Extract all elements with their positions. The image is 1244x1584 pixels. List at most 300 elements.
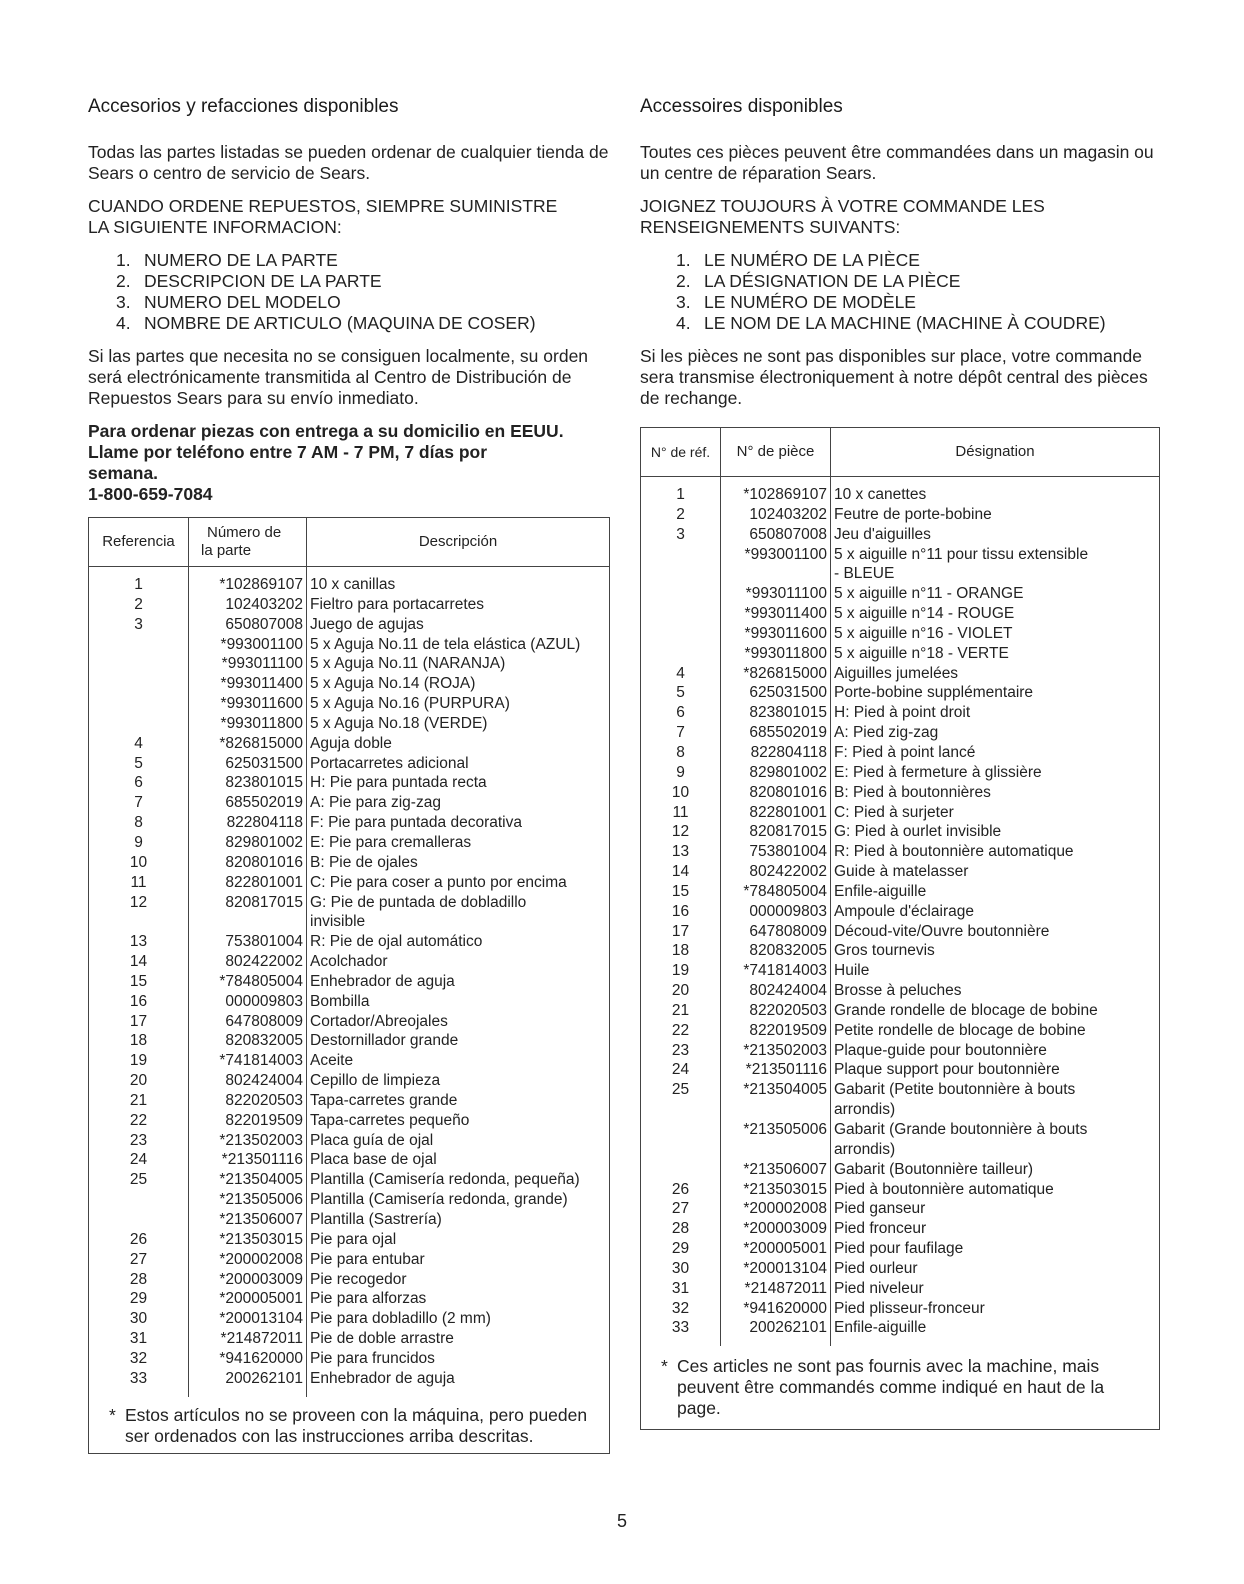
part-number-cell <box>721 783 831 803</box>
table-row <box>641 1219 1160 1239</box>
spanish-intro: Todas las partes listadas se pueden ordenar de cualquier tienda de Sears o centro de servicio de Sears. <box>88 142 609 183</box>
part-number-cell <box>189 1210 307 1230</box>
description-text: C: Pie para coser a punto por encima <box>310 873 567 891</box>
ref-cell <box>641 505 721 525</box>
table-row <box>89 1091 610 1111</box>
part-number-text: 650807008 <box>749 525 827 543</box>
part-number-text: 829801002 <box>749 763 827 781</box>
part-number-text: *213505006 <box>219 1191 303 1209</box>
list-item-text: NOMBRE DE ARTICULO (MAQUINA DE COSER) <box>144 313 536 333</box>
description-cell <box>831 1120 1160 1140</box>
ref-cell <box>641 624 721 644</box>
ref-text: 8 <box>134 814 143 832</box>
description-cell <box>307 1091 610 1111</box>
description-cell <box>831 1259 1160 1279</box>
description-cell <box>307 992 610 1012</box>
part-number-cell <box>721 477 831 505</box>
part-number-cell <box>721 763 831 783</box>
ref-cell <box>641 961 721 981</box>
description-cell <box>831 1199 1160 1219</box>
ref-cell <box>641 1239 721 1259</box>
ref-cell <box>641 1160 721 1180</box>
french-parts-table <box>640 427 1160 1346</box>
table-row <box>641 763 1160 783</box>
description-text: E: Pied à fermeture à glissière <box>834 763 1042 781</box>
ref-text: 6 <box>134 774 143 792</box>
description-cell <box>831 1279 1160 1299</box>
ref-cell <box>89 992 189 1012</box>
description-text: 10 x canettes <box>834 486 927 503</box>
french-info-list <box>640 250 1160 334</box>
part-number-text: 820801016 <box>225 853 303 871</box>
description-text: 5 x Aguja No.11 (NARANJA) <box>310 655 506 673</box>
description-text: Pied fronceur <box>834 1220 927 1238</box>
part-number-text: 650807008 <box>225 615 303 633</box>
part-number-cell <box>721 545 831 565</box>
ref-cell <box>89 813 189 833</box>
ref-cell <box>89 1170 189 1190</box>
phone-number: 1-800-659-7084 <box>88 484 213 504</box>
ref-text: 26 <box>671 1180 690 1198</box>
ref-cell <box>641 941 721 961</box>
spanish-title: Accesorios y refacciones disponibles <box>88 96 399 117</box>
part-number-text: *200003009 <box>219 1270 303 1288</box>
spanish-caps-line-1: CUANDO ORDENE REPUESTOS, SIEMPRE SUMINISTRE <box>88 196 558 216</box>
part-number-text: 200262101 <box>749 1319 827 1337</box>
ref-cell <box>641 664 721 684</box>
part-number-cell <box>189 734 307 754</box>
ref-cell <box>89 932 189 952</box>
description-text: 5 x Aguja No.11 de tela elástica (AZUL) <box>310 635 581 653</box>
table-row <box>89 773 610 793</box>
table-row <box>641 1180 1160 1200</box>
table-row <box>641 1120 1160 1140</box>
table-row <box>89 1051 610 1071</box>
list-item <box>116 313 610 334</box>
ref-cell <box>89 1012 189 1032</box>
ref-text: 29 <box>129 1290 148 1308</box>
part-number-cell <box>721 1160 831 1180</box>
ref-text: 8 <box>676 743 685 761</box>
ref-cell <box>89 714 189 734</box>
table-row <box>89 1309 610 1329</box>
description-cell <box>307 1230 610 1250</box>
description-cell <box>831 1041 1160 1061</box>
part-number-cell <box>189 1230 307 1250</box>
ref-cell <box>641 1199 721 1219</box>
table-row <box>89 793 610 813</box>
ref-text: 24 <box>671 1061 690 1079</box>
part-number-text: *826815000 <box>219 734 303 752</box>
description-text: Pie para ojal <box>310 1230 397 1248</box>
table-row <box>641 961 1160 981</box>
part-number-text: 685502019 <box>225 794 303 812</box>
description-cell <box>831 545 1160 565</box>
ref-text: 17 <box>129 1012 148 1030</box>
ref-cell <box>641 545 721 565</box>
part-number-text: 823801015 <box>749 704 827 722</box>
page-number: 5 <box>616 1511 627 1531</box>
part-number-cell <box>721 1259 831 1279</box>
table-row <box>89 567 610 595</box>
description-cell <box>307 1012 610 1032</box>
description-cell <box>831 683 1160 703</box>
table-row <box>89 873 610 893</box>
part-number-cell <box>189 813 307 833</box>
part-number-cell <box>189 1091 307 1111</box>
part-number-text: *941620000 <box>219 1349 303 1367</box>
table-row <box>641 1140 1160 1160</box>
ref-text: 21 <box>129 1091 148 1109</box>
part-number-text: *213501116 <box>745 1061 827 1079</box>
description-text: Plaque support pour boutonnière <box>834 1061 1060 1079</box>
description-text: Découd-vite/Ouvre boutonnière <box>834 922 1050 940</box>
part-number-cell <box>189 595 307 615</box>
description-text: Pied pour faufilage <box>834 1240 964 1258</box>
description-cell <box>831 624 1160 644</box>
table-row <box>641 803 1160 823</box>
part-number-cell <box>721 664 831 684</box>
ref-cell <box>641 1100 721 1120</box>
part-number-text: 822801001 <box>749 803 827 821</box>
description-text: Plaque-guide pour boutonnière <box>834 1041 1047 1059</box>
table-row <box>89 1369 610 1397</box>
ref-cell <box>641 763 721 783</box>
description-cell <box>831 882 1160 902</box>
description-cell <box>307 1150 610 1170</box>
part-number-cell <box>189 1250 307 1270</box>
ref-text: 4 <box>676 664 685 682</box>
description-cell <box>831 822 1160 842</box>
spanish-local-notice: Si las partes que necesita no se consiguen localmente, su orden será electrónicamente transmitida al Centro de Distribución de Repuestos Sears para su envío inmediato. <box>88 346 589 408</box>
description-text: Plantilla (Camisería redonda, pequeña) <box>310 1171 580 1189</box>
description-cell <box>831 703 1160 723</box>
description-cell <box>831 1080 1160 1100</box>
description-text: Juego de agujas <box>310 615 424 633</box>
list-item-number: 3. <box>676 292 691 312</box>
description-cell <box>831 584 1160 604</box>
description-cell <box>831 902 1160 922</box>
description-text: Enfile-aiguille <box>834 882 927 900</box>
description-cell <box>307 1250 610 1270</box>
part-number-text: 802422002 <box>225 953 303 971</box>
description-text: Acolchador <box>310 953 388 971</box>
table-row <box>89 972 610 992</box>
part-number-text: 200262101 <box>225 1369 303 1387</box>
part-number-cell <box>721 723 831 743</box>
ref-cell <box>641 1060 721 1080</box>
french-intro: Toutes ces pièces peuvent être commandées dans un magasin ou un centre de réparation Sears. <box>640 142 1154 183</box>
list-item <box>676 292 1160 313</box>
table-row <box>89 1170 610 1190</box>
part-number-text: *213504005 <box>743 1081 827 1099</box>
part-number-text: 822020503 <box>225 1091 303 1109</box>
ref-cell <box>641 1041 721 1061</box>
description-cell <box>307 1131 610 1151</box>
part-number-text: *993011800 <box>220 714 303 732</box>
description-cell <box>307 595 610 615</box>
part-number-text: *993001100 <box>744 545 827 563</box>
table-row <box>641 1279 1160 1299</box>
part-number-cell <box>189 615 307 635</box>
ref-text: 32 <box>129 1349 148 1367</box>
description-cell <box>831 1219 1160 1239</box>
description-text: H: Pied à point droit <box>834 704 971 722</box>
part-number-text: 822804118 <box>750 743 827 761</box>
ref-cell <box>89 1369 189 1397</box>
ref-text: 19 <box>671 962 690 980</box>
table-row <box>641 783 1160 803</box>
spanish-footnote-text: Estos artículos no se proveen con la máquina, pero pueden ser ordenados con las instrucciones arriba descritas. <box>125 1404 588 1446</box>
ref-text: 11 <box>130 873 147 891</box>
part-number-text: *213503015 <box>219 1230 303 1248</box>
ref-cell <box>89 1329 189 1349</box>
part-number-text: *741814003 <box>219 1052 303 1070</box>
description-text: Aiguilles jumelées <box>834 664 959 682</box>
part-number-cell <box>721 604 831 624</box>
description-text: B: Pied à boutonnières <box>834 783 991 801</box>
part-number-text: *213501116 <box>221 1151 303 1169</box>
list-item <box>116 271 610 292</box>
description-text: Enhebrador de aguja <box>310 1369 455 1387</box>
list-item-text: LE NUMÉRO DE LA PIÈCE <box>704 250 920 270</box>
ref-text: 30 <box>129 1310 148 1328</box>
table-row <box>89 615 610 635</box>
ref-cell <box>641 644 721 664</box>
header-descripcion: Descripción <box>307 518 610 567</box>
table-row <box>89 1270 610 1290</box>
ref-text: 31 <box>129 1330 148 1348</box>
table-row <box>641 525 1160 545</box>
table-row <box>641 505 1160 525</box>
part-number-text: *993011600 <box>220 695 303 713</box>
ref-cell <box>641 564 721 584</box>
description-cell <box>831 477 1160 505</box>
french-footnote-text: Ces articles ne sont pas fournis avec la machine, mais peuvent être commandés comme indiqué en haut de la page. <box>677 1356 1105 1419</box>
description-cell <box>307 694 610 714</box>
table-row <box>89 853 610 873</box>
table-row <box>641 564 1160 584</box>
ref-cell <box>641 1299 721 1319</box>
list-item <box>116 292 610 313</box>
part-number-cell <box>189 1369 307 1397</box>
description-cell <box>831 743 1160 763</box>
ref-text: 1 <box>676 486 685 503</box>
part-number-text: *200003009 <box>743 1220 827 1238</box>
table-row <box>89 694 610 714</box>
table-row <box>89 1289 610 1309</box>
ref-cell <box>89 567 189 595</box>
ref-text: 25 <box>671 1081 690 1099</box>
part-number-cell <box>721 1180 831 1200</box>
spanish-parts-table <box>88 517 610 1397</box>
part-number-text: 822019509 <box>749 1021 827 1039</box>
description-cell <box>307 1369 610 1397</box>
part-number-text: *993011100 <box>221 655 303 673</box>
ref-text: 23 <box>129 1131 148 1149</box>
table-row <box>89 932 610 952</box>
ref-text: 20 <box>671 982 690 1000</box>
part-number-cell <box>189 754 307 774</box>
ref-cell <box>89 694 189 714</box>
description-cell <box>307 1289 610 1309</box>
description-cell <box>307 1190 610 1210</box>
ref-text: 11 <box>672 803 689 821</box>
part-number-text: *993011100 <box>745 585 827 603</box>
ref-cell <box>641 1279 721 1299</box>
table-row <box>641 703 1160 723</box>
description-cell <box>307 567 610 595</box>
part-number-text: *993011400 <box>744 605 827 623</box>
ref-text: 14 <box>671 863 690 881</box>
french-title: Accessoires disponibles <box>640 96 843 117</box>
table-row <box>89 654 610 674</box>
part-number-text: 647808009 <box>749 922 827 940</box>
list-item <box>676 271 1160 292</box>
table-row <box>89 1190 610 1210</box>
list-item-text: LE NOM DE LA MACHINE (MACHINE À COUDRE) <box>704 313 1106 333</box>
description-text: - BLEUE <box>834 565 895 583</box>
description-cell <box>831 1160 1160 1180</box>
description-cell <box>307 793 610 813</box>
description-text: Pie para dobladillo (2 mm) <box>310 1310 491 1328</box>
table-row <box>641 1041 1160 1061</box>
ref-cell <box>641 584 721 604</box>
description-cell <box>307 1051 610 1071</box>
part-number-text: 822019509 <box>225 1111 303 1129</box>
description-text: Pied ourleur <box>834 1259 918 1277</box>
ref-cell <box>89 674 189 694</box>
part-number-text: *993011400 <box>220 675 303 693</box>
ref-cell <box>89 1091 189 1111</box>
description-cell <box>307 615 610 635</box>
ref-text: 15 <box>129 972 148 990</box>
description-cell <box>307 1210 610 1230</box>
table-row <box>89 635 610 655</box>
ref-text: 33 <box>129 1369 148 1387</box>
ref-text: 10 <box>129 853 148 871</box>
part-number-cell <box>721 842 831 862</box>
ref-cell <box>89 1150 189 1170</box>
description-text: Pie para alforzas <box>310 1290 427 1308</box>
ref-cell <box>641 922 721 942</box>
table-row <box>641 624 1160 644</box>
description-text: C: Pied à surjeter <box>834 803 954 821</box>
table-row <box>89 1150 610 1170</box>
ref-cell <box>89 654 189 674</box>
ref-cell <box>89 1111 189 1131</box>
description-text: Huile <box>834 962 870 980</box>
table-row <box>89 893 610 913</box>
part-number-cell <box>721 803 831 823</box>
part-number-text: 822804118 <box>226 814 303 832</box>
table-row <box>641 477 1160 505</box>
part-number-text: *941620000 <box>743 1299 827 1317</box>
ref-text: 31 <box>671 1279 690 1297</box>
part-number-cell <box>721 564 831 584</box>
ref-text: 18 <box>129 1032 148 1050</box>
description-cell <box>307 873 610 893</box>
ref-text: 7 <box>676 724 685 742</box>
description-cell <box>307 972 610 992</box>
part-number-text: 753801004 <box>225 933 303 951</box>
part-number-text: 822801001 <box>225 873 303 891</box>
list-item-text: LE NUMÉRO DE MODÈLE <box>704 292 916 312</box>
description-text: Feutre de porte-bobine <box>834 505 992 523</box>
table-row <box>641 981 1160 1001</box>
part-number-text: 823801015 <box>225 774 303 792</box>
description-text: B: Pie de ojales <box>310 853 418 871</box>
part-number-cell <box>189 694 307 714</box>
part-number-cell <box>189 1289 307 1309</box>
french-caps-line-1: JOIGNEZ TOUJOURS À VOTRE COMMANDE LES <box>640 196 1045 216</box>
description-cell <box>831 723 1160 743</box>
part-number-cell <box>189 873 307 893</box>
part-number-text: *214872011 <box>744 1279 827 1297</box>
description-cell <box>307 754 610 774</box>
description-text: Pie para entubar <box>310 1250 425 1268</box>
description-text: Aceite <box>310 1052 354 1070</box>
description-cell <box>831 1021 1160 1041</box>
description-text: Fieltro para portacarretes <box>310 595 485 613</box>
part-number-text: *213506007 <box>219 1211 303 1228</box>
table-row <box>641 1199 1160 1219</box>
description-text: Pie recogedor <box>310 1270 407 1288</box>
table-row <box>89 1250 610 1270</box>
ref-text: 12 <box>129 893 148 911</box>
table-row <box>89 714 610 734</box>
description-text: A: Pied zig-zag <box>834 724 939 742</box>
description-cell <box>307 853 610 873</box>
header-referencia: Referencia <box>89 518 189 567</box>
table-row <box>641 1318 1160 1346</box>
part-number-cell <box>721 1080 831 1100</box>
table-row <box>641 1160 1160 1180</box>
description-cell <box>307 1031 610 1051</box>
description-text: H: Pie para puntada recta <box>310 774 487 792</box>
part-number-cell <box>721 882 831 902</box>
ref-text: 9 <box>676 763 685 781</box>
description-cell <box>307 1170 610 1190</box>
description-cell <box>831 564 1160 584</box>
ref-text: 6 <box>676 704 685 722</box>
description-text: Brosse à peluches <box>834 982 962 1000</box>
ref-cell <box>641 1180 721 1200</box>
description-text: F: Pie para puntada decorativa <box>310 814 522 832</box>
part-number-text: *784805004 <box>743 882 827 900</box>
french-column <box>640 96 1160 1430</box>
description-cell <box>307 893 610 913</box>
part-number-cell <box>189 654 307 674</box>
description-cell <box>307 1349 610 1369</box>
list-item <box>676 313 1160 334</box>
part-number-text: *213504005 <box>219 1171 303 1189</box>
ref-cell <box>89 615 189 635</box>
ref-text: 16 <box>671 902 690 920</box>
description-text: Cepillo de limpieza <box>310 1072 441 1090</box>
description-text: Bombilla <box>310 992 370 1010</box>
table-row <box>89 1111 610 1131</box>
part-number-text: *213503015 <box>743 1180 827 1198</box>
ref-text: 22 <box>671 1021 690 1039</box>
spanish-column <box>88 96 610 1454</box>
ref-text: 28 <box>129 1270 148 1288</box>
description-text: Ampoule d'éclairage <box>834 902 974 920</box>
french-table-body <box>641 477 1160 1347</box>
ref-cell <box>89 952 189 972</box>
ref-cell <box>641 862 721 882</box>
description-cell <box>831 862 1160 882</box>
